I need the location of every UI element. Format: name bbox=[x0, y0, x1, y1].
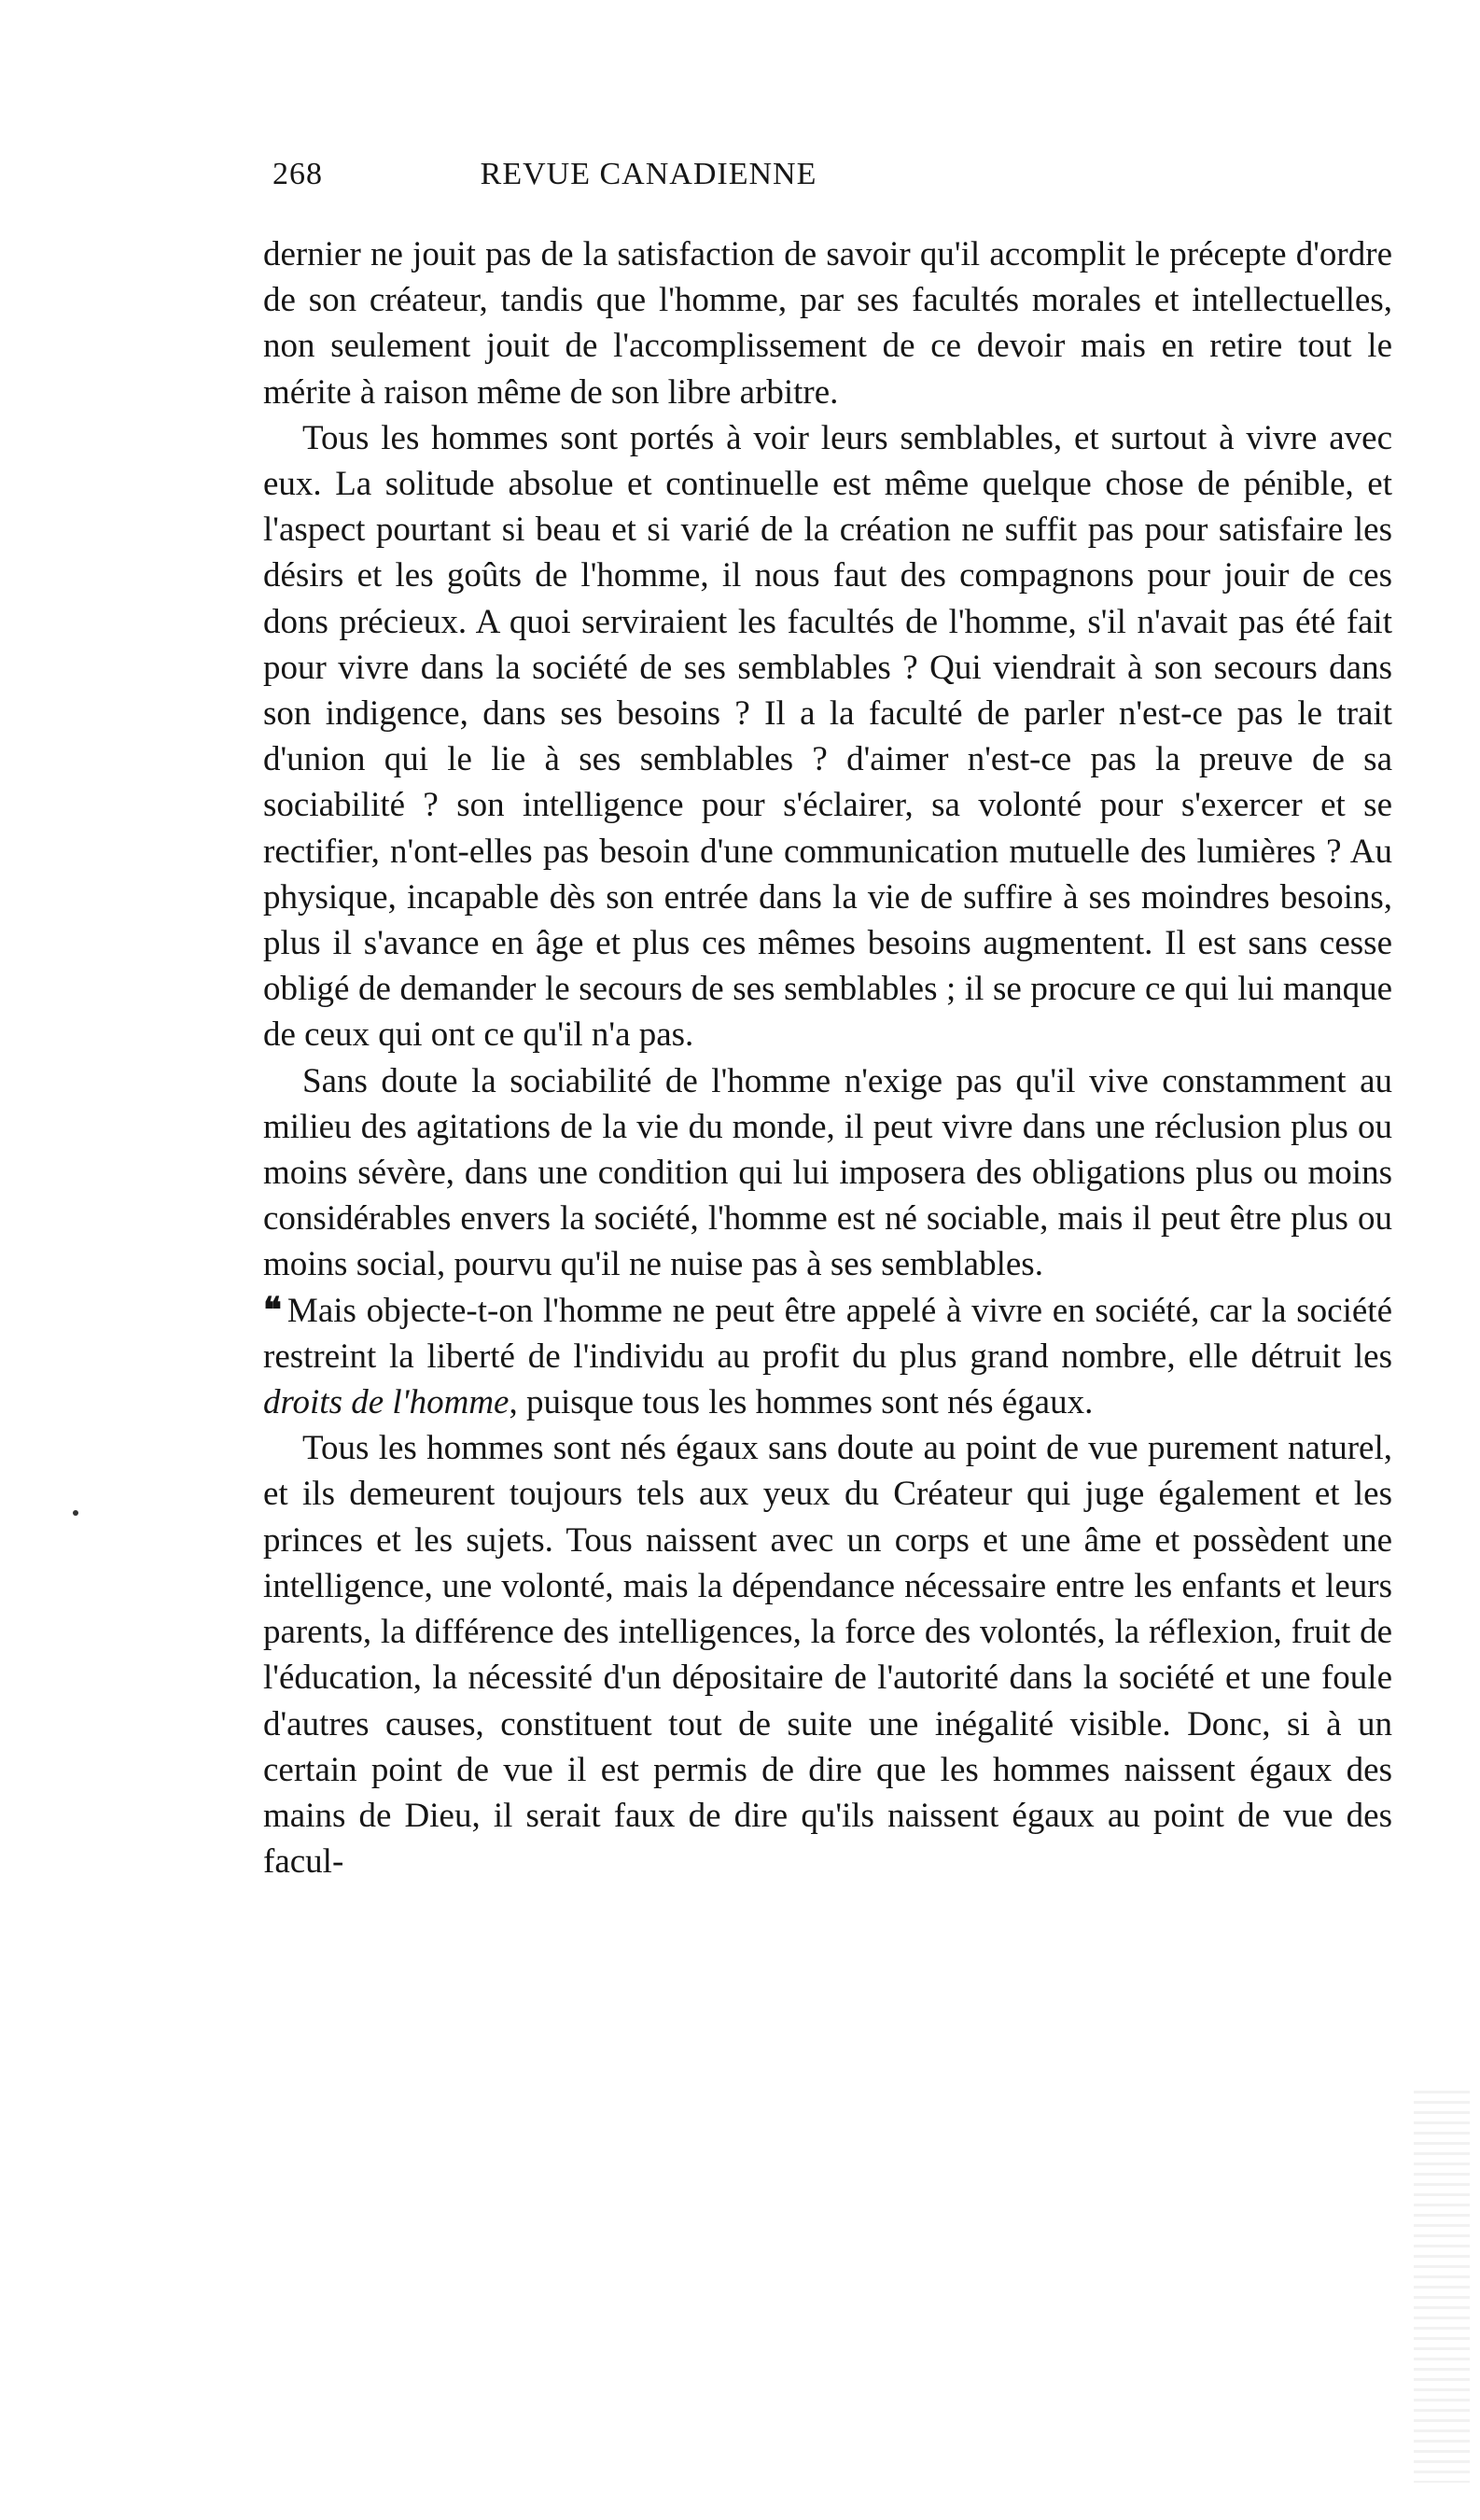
paragraph-4-text-b: , puisque tous les hommes sont nés égaux. bbox=[509, 1383, 1094, 1422]
stray-ink-dot bbox=[73, 1510, 78, 1516]
quote-marker-icon: ❝ bbox=[263, 1291, 282, 1330]
paragraph-1: dernier ne jouit pas de la satisfaction de savoir qu'il accomplit le précepte d'ordre de son créateur, tandis que l'homme, par ses facultés morales et intellectuelles, non seulement jouit de l'accomplissement de ce devoir mais en retire tout le mérite à raison même de son libre arbitre. bbox=[263, 235, 1392, 412]
paragraph-3: Sans doute la sociabilité de l'homme n'exige pas qu'il vive constamment au milieu des agitations de la vie du monde, il peut vivre dans une réclusion plus ou moins sévère, dans une condition qui lui imposera des obligations plus ou moins considérables envers la société, l'homme est né sociable, mais il peut être plus ou moins social, pourvu qu'il ne nuise pas à ses semblables. bbox=[263, 1061, 1392, 1284]
page-number: 268 bbox=[272, 157, 323, 191]
body-text bbox=[263, 231, 1392, 1884]
scan-edge-noise bbox=[1414, 2091, 1470, 2483]
paragraph-4-emphasis: droits de l'homme bbox=[263, 1383, 510, 1422]
paragraph-4 bbox=[263, 1288, 1392, 1426]
page-header bbox=[261, 157, 1036, 203]
paragraph-4-text-a: Mais objecte-t-on l'homme ne peut être appelé à vivre en société, car la société restreint la liberté de l'individu au profit du plus grand nombre, elle détruit les bbox=[263, 1291, 1392, 1376]
paragraph-5: Tous les hommes sont nés égaux sans doute au point de vue purement naturel, et ils demeurent toujours tels aux yeux du Créateur qui juge également et les princes et les sujets. Tous naissent avec un corps et une âme et possèdent une intelligence, une volonté, mais la dépendance nécessaire entre les enfants et leurs parents, la différence des intelligences, la force des volontés, la réflexion, fruit de l'éducation, la nécessité d'un dépositaire de l'autorité dans la société et une foule d'autres causes, constituent tout de suite une inégalité visible. Donc, si à un certain point de vue il est permis de dire que les hommes naissent égaux des mains de Dieu, il serait faux de dire qu'ils naissent égaux au point de vue des facul- bbox=[263, 1429, 1392, 1882]
paragraph-2: Tous les hommes sont portés à voir leurs semblables, et surtout à vivre avec eux. La solitude absolue et continuelle est même quelque chose de pénible, et l'aspect pourtant si beau et si varié de la création ne suffit pas pour satisfaire les désirs et les goûts de l'homme, il nous faut des compagnons pour jouir de ces dons précieux. A quoi serviraient les facultés de l'homme, s'il n'avait pas été fait pour vivre dans la société de ses semblables ? Qui viendrait à son secours dans son indigence, dans ses besoins ? Il a la faculté de parler n'est-ce pas le trait d'union qui le lie à ses semblables ? d'aimer n'est-ce pas la preuve de sa sociabilité ? son intelligence pour s'éclairer, sa volonté pour s'exercer et se rectifier, n'ont-elles pas besoin d'une communication mutuelle des lumières ? Au physique, incapable dès son entrée dans la vie de suffire à ses moindres besoins, plus il s'avance en âge et plus ces mêmes besoins augmentent. Il est sans cesse obligé de demander le secours de ses semblables ; il se procure ce qui lui manque de ceux qui ont ce qu'il n'a pas. bbox=[263, 418, 1392, 1055]
running-head: REVUE CANADIENNE bbox=[480, 157, 817, 191]
